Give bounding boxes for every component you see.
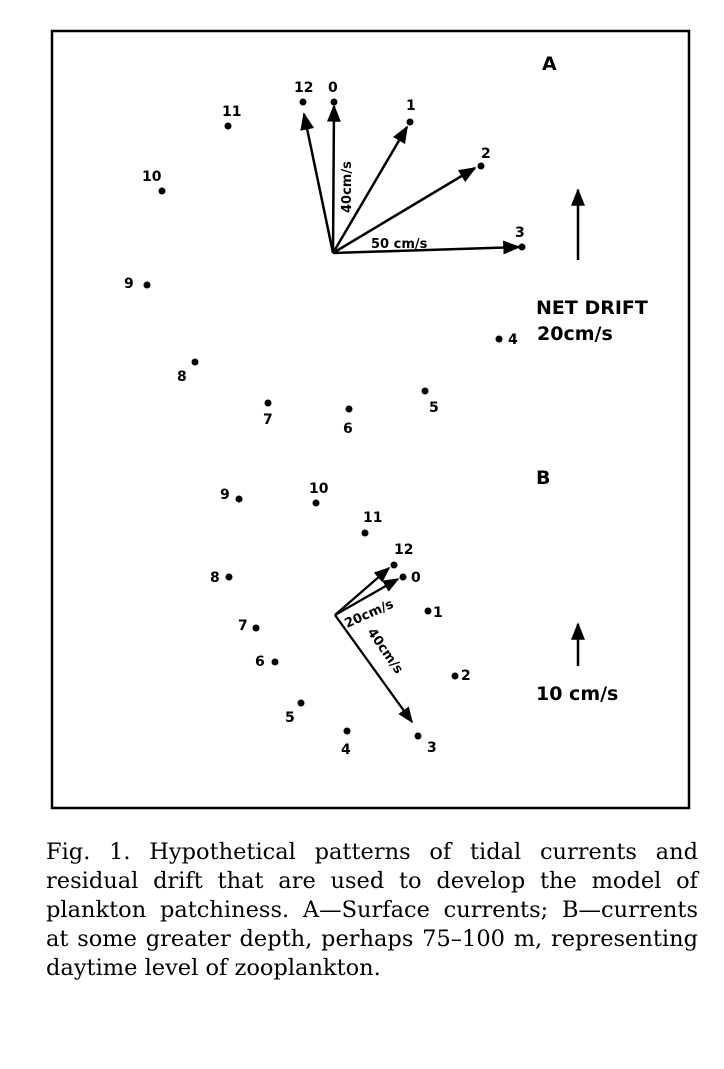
panel-a-point-label-1: 1 [406,98,416,114]
panel-b-point-label-10: 10 [309,481,329,497]
panel-b-letter: B [536,467,551,489]
panel-b-point-1 [425,608,432,615]
panel-b-point-label-2: 2 [461,668,471,684]
panel-a-point-10 [159,188,166,195]
panel-b-point-label-0: 0 [411,570,421,586]
panel-a-drift-value: 20cm/s [537,323,613,345]
panel-a-point-label-7: 7 [263,412,273,428]
panel-a-point-7 [265,400,272,407]
panel-b-vector-label-20: 20cm/s [342,596,396,632]
panel-a-point-1 [407,119,414,126]
panel-a-point-label-12: 12 [294,80,314,96]
panel-a-point-2 [478,163,485,170]
panel-b-point-label-5: 5 [285,710,295,726]
panel-b-point-10 [313,500,320,507]
panel-a-vector-label-50: 50 cm/s [371,237,428,252]
panel-b-point-label-6: 6 [255,654,265,670]
panel-a-point-6 [346,406,353,413]
panel-b-point-label-12: 12 [394,542,414,558]
panel-b-point-label-3: 3 [427,740,437,756]
panel-b-point-2 [452,673,459,680]
panel-a-point-12 [300,99,307,106]
panel-b-vector-label-40: 40cm/s [363,625,406,677]
panel-b-point-7 [253,625,260,632]
panel-b-point-label-7: 7 [238,618,248,634]
panel-a-vector-12 [304,114,333,253]
panel-b-point-3 [415,733,422,740]
panel-b-point-12 [391,562,398,569]
panel-a-point-label-11: 11 [222,104,242,120]
panel-a-drift-title: NET DRIFT [536,297,648,319]
panel-a-point-3 [519,244,526,251]
panel-a-letter: A [542,53,557,75]
panel-b [210,467,618,758]
panel-b-drift-value: 10 cm/s [536,683,619,705]
panel-a [124,53,648,437]
panel-a-point-8 [192,359,199,366]
panel-a-point-9 [144,282,151,289]
panel-b-point-6 [272,659,279,666]
panel-b-point-11 [362,530,369,537]
panel-b-point-label-4: 4 [341,742,351,758]
panel-b-point-0 [400,574,407,581]
panel-b-point-label-1: 1 [433,605,443,621]
panel-b-point-label-9: 9 [220,487,230,503]
panel-a-point-label-9: 9 [124,276,134,292]
panel-a-point-5 [422,388,429,395]
panel-b-point-9 [236,496,243,503]
panel-a-point-4 [496,336,503,343]
panel-a-point-label-10: 10 [142,169,162,185]
panel-b-point-label-11: 11 [363,510,383,526]
panel-a-vector-label-40: 40cm/s [340,161,355,213]
panel-a-point-label-4: 4 [508,332,518,348]
figure-caption: Fig. 1. Hypothetical patterns of tidal currents and residual drift that are used to develop the model of plankton patchiness. A—Surface currents; B—currents at some greater depth, perhaps 75–100 m, representing daytime level of zooplankton. [46,839,698,981]
panel-b-point-5 [298,700,305,707]
panel-b-point-label-8: 8 [210,570,220,586]
panel-a-point-0 [331,99,338,106]
panel-a-point-label-0: 0 [328,80,338,96]
panel-b-point-8 [226,574,233,581]
panel-a-point-label-5: 5 [429,400,439,416]
panel-b-point-4 [344,728,351,735]
panel-a-point-label-3: 3 [515,225,525,241]
panel-a-point-label-6: 6 [343,421,353,437]
panel-a-vector-0 [333,106,334,253]
panel-a-point-11 [225,123,232,130]
panel-a-point-label-2: 2 [481,146,491,162]
panel-a-point-label-8: 8 [177,369,187,385]
